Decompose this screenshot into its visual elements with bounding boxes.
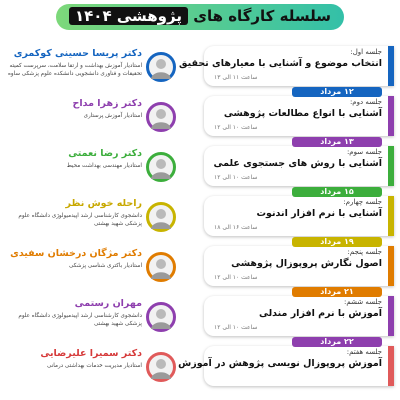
session-card (179, 46, 394, 86)
person-icon (149, 105, 173, 129)
session-number: جلسه دوم: (349, 98, 382, 106)
session-date: ۱۲ مرداد (292, 87, 382, 97)
presenter-avatar (146, 302, 176, 332)
session-row (0, 246, 400, 295)
session-topic: آشنایی با روش های جستجوی علمی (213, 158, 382, 169)
session-accent-bar (388, 346, 392, 386)
session-time: ساعت ۱۰ الی ۱۲ (214, 274, 258, 281)
session-date: ۱۵ مرداد (292, 187, 382, 197)
presenter-title: استادیار مدیریت خدمات بهداشتی درمانی (47, 363, 142, 369)
presenter-name: دکتر سمیرا علیرضایی (40, 348, 142, 359)
session-topic: آموزش با نرم افزار مندلی (258, 308, 382, 319)
title-highlight: پژوهشی ۱۴۰۴ (69, 7, 188, 25)
session-row (0, 96, 400, 145)
presenter-avatar (146, 352, 176, 382)
session-card (178, 346, 394, 386)
session-date: ۲۱ مرداد (292, 287, 382, 297)
presenter-avatar (146, 102, 176, 132)
session-card (204, 96, 394, 136)
presenter-title: استادیار آموزش پرستاری (83, 113, 142, 119)
session-date: ۲۲ مرداد (292, 337, 382, 347)
presenter-avatar (146, 252, 176, 282)
presenter-avatar (146, 52, 176, 82)
presenter-name: دکتر مژگان درخشان سفیدی (10, 248, 142, 259)
session-number: جلسه اول: (350, 48, 382, 56)
session-row (0, 296, 400, 345)
session-topic: اصول نگارش پروپوزال پژوهشی (231, 258, 382, 269)
presenter-name: دکتر زهرا مداح (72, 98, 142, 109)
session-time: ساعت ۱۶ الی ۱۸ (214, 224, 258, 231)
session-number: جلسه ششم: (344, 298, 382, 306)
presenter-avatar (146, 202, 176, 232)
session-row (0, 196, 400, 245)
presenter-name: دکتر رضا نعمتی (68, 148, 142, 159)
title-prefix: سلسله کارگاه های (193, 7, 331, 25)
session-topic: آشنایی با انواع مطالعات پژوهشی (223, 108, 382, 119)
presenter-title: استادیار آموزش بهداشت و ارتقا سلامت، سرپرست کمیته تحقیقات و فناوری دانشجویی دانشکده علوم پزشکی ساوه (8, 63, 142, 77)
session-card (204, 146, 394, 186)
session-number: جلسه چهارم: (343, 198, 382, 206)
session-time: ساعت ۱۰ الی ۱۲ (214, 324, 258, 331)
person-icon (149, 155, 173, 179)
session-row (0, 146, 400, 195)
presenter-title: دانشجوی کارشناسی ارشد اپیدمیولوژی دانشگاه علوم پزشکی شهید بهشتی (18, 213, 142, 227)
session-accent-bar (388, 146, 392, 186)
session-number: جلسه سوم: (346, 148, 382, 156)
session-time: ساعت ۱۰ الی ۱۲ (214, 174, 258, 181)
page-title (0, 2, 400, 30)
person-icon (149, 255, 173, 279)
session-accent-bar (388, 196, 392, 236)
session-card (204, 246, 394, 286)
session-date: ۱۹ مرداد (292, 237, 382, 247)
presenter-title: استادیار باکتری شناسی پزشکی (68, 263, 142, 269)
presenter-title: استادیار مهندسی بهداشت محیط (66, 163, 142, 169)
presenter-name: راحله خوش نظر (65, 198, 142, 209)
session-topic: آشنایی با نرم افزار اندنوت (256, 208, 382, 219)
person-icon (149, 355, 173, 379)
session-accent-bar (388, 296, 392, 336)
session-accent-bar (388, 96, 392, 136)
session-topic: انتخاب موضوع و آشنایی با معیارهای تحقیق (179, 58, 382, 69)
session-time: ساعت ۱۱ الی ۱۳ (214, 74, 258, 81)
session-row (0, 46, 400, 95)
session-date: ۱۳ مرداد (292, 137, 382, 147)
session-row (0, 346, 400, 395)
person-icon (149, 305, 173, 329)
presenter-avatar (146, 152, 176, 182)
session-number: جلسه هفتم: (346, 348, 382, 356)
session-topic: آموزش پروپوزال نویسی پژوهش در آموزش (178, 358, 382, 369)
presenter-title: دانشجوی کارشناسی ارشد اپیدمیولوژی دانشگاه علوم پزشکی شهید بهشتی (18, 313, 142, 327)
session-card (204, 196, 394, 236)
session-accent-bar (388, 246, 392, 286)
session-card (204, 296, 394, 336)
presenter-name: مهران رستمی (74, 298, 142, 309)
presenter-name: دکتر پریسا حسینی کوکمری (13, 48, 142, 59)
person-icon (149, 55, 173, 79)
person-icon (149, 205, 173, 229)
session-number: جلسه پنجم: (347, 248, 382, 256)
session-accent-bar (388, 46, 392, 86)
session-time: ساعت ۱۰ الی ۱۲ (214, 124, 258, 131)
